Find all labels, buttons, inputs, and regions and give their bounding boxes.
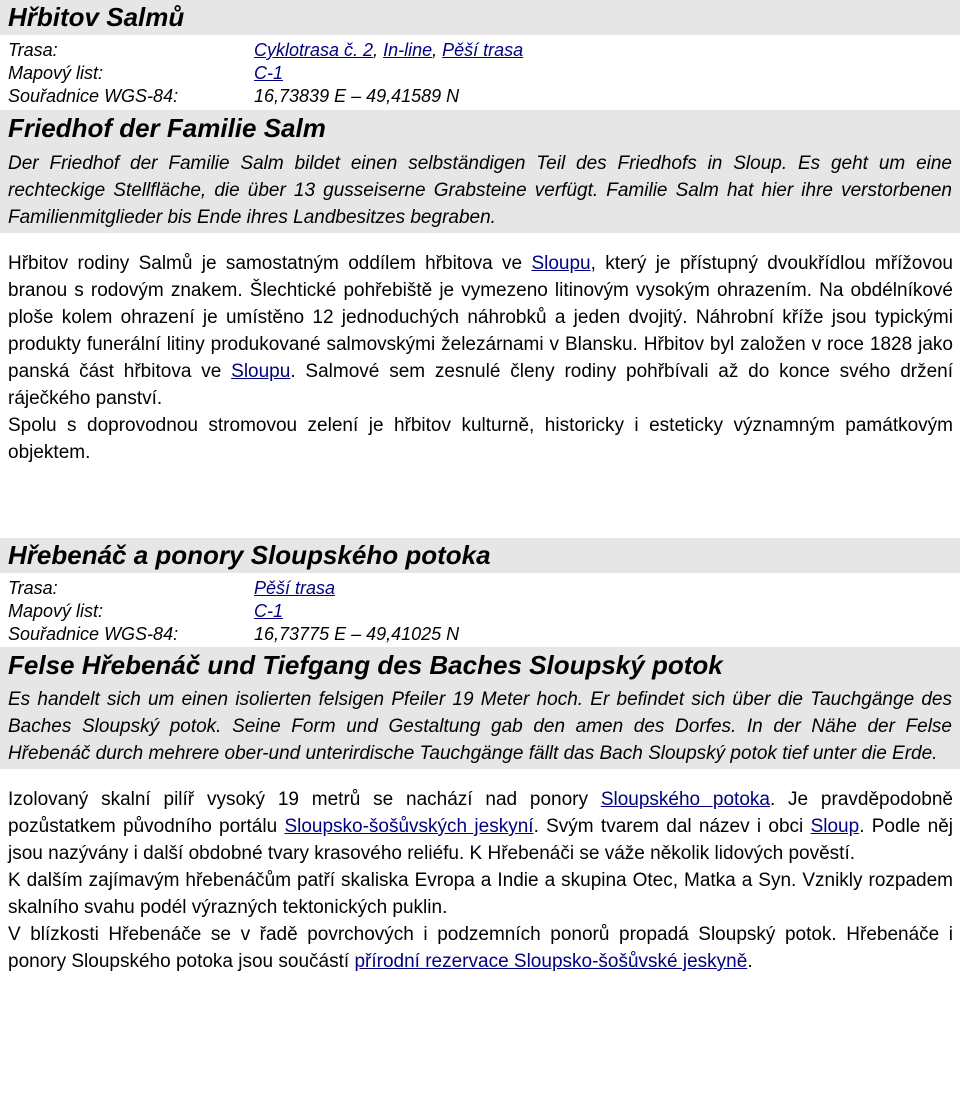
text-run: . Je pravděpodobně pozůstatkem původního portálu	[8, 789, 954, 837]
text-run: . Svým tvarem dal název i obci	[533, 816, 811, 837]
route-link-pesi[interactable]: Pěší trasa	[442, 40, 524, 60]
german-block	[0, 110, 960, 233]
section-hrebenac	[0, 538, 960, 975]
german-text: Es handelt sich um einen isolierten felsigen Pfeiler 19 Meter hoch. Er befindet sich über die Tauchgänge des Baches Sloupský potok. Seine Form und Gestaltung gab den amen des Dorfes. In der Nähe der Felse Hřebenáč durch mehrere ober-und unterirdische Tauchgänge fällt das Bach Sloupský potok tief unter die Erde.	[8, 689, 952, 764]
coords-label: Souřadnice WGS-84:	[8, 624, 179, 644]
meta-block	[0, 39, 960, 108]
route-link-inline[interactable]: In-line	[383, 40, 433, 60]
text-run: Hřbitov rodiny Salmů je samostatným oddílem hřbitova ve	[8, 253, 532, 274]
sloup-link[interactable]: Sloupu	[531, 253, 591, 274]
section-title: Hřbitov Salmů	[0, 0, 960, 35]
text-run: . Salmové sem zesnulé členy rodiny pohřbívali až do konce svého držení ráječkého panství.	[8, 361, 954, 409]
route-link-pesi[interactable]: Pěší trasa	[254, 578, 336, 598]
czech-paragraph	[0, 786, 960, 867]
text-run: .	[747, 951, 753, 972]
czech-paragraph: Spolu s doprovodnou stromovou zelení je hřbitov kulturně, historicky i esteticky významným památkovým objektem.	[8, 415, 953, 463]
route-sep: ,	[432, 40, 443, 60]
czech-block	[0, 250, 960, 466]
section-title: Hřebenáč a ponory Sloupského potoka	[0, 538, 960, 573]
sloupsky-potok-link[interactable]: Sloupského potoka	[600, 789, 770, 810]
route-links	[254, 39, 523, 62]
text-run: Izolovaný skalní pilíř vysoký 19 metrů se nachází nad ponory	[8, 789, 601, 810]
map-link[interactable]: C-1	[254, 63, 284, 83]
german-block	[0, 647, 960, 769]
text-run: , který je přístupný dvoukřídlou mřížovou branou s rodovým znakem. Šlechtické pohřebiště je vymezeno litinovým vysokým ohrazením. Na obdélníkové ploše kolem ohrazení je umístěno 12 jednoduchých náhrobků a jeden dvojitý. Náhrobní kříže jsou typickými produkty funerální litiny produkované salmovskými železárnami v Blansku. Hřbitov byl založen v roce 1828 jako panská část hřbitova ve	[8, 253, 953, 382]
czech-paragraph: K dalším zajímavým hřebenáčům patří skaliska Evropa a Indie a skupina Otec, Matka a Syn. Vznikly rozpadem skalního svahu podél výrazných tektonických puklin.	[8, 870, 953, 918]
meta-block	[0, 577, 960, 646]
text-run: V blízkosti Hřebenáče se v řadě povrchových i podzemních ponorů propadá Sloupský potok. Hřebenáče i ponory Sloupského potoka jsou součástí	[8, 924, 953, 972]
czech-paragraph	[0, 921, 960, 975]
coords-value: 16,73839 E – 49,41589 N	[254, 86, 460, 106]
german-text: Der Friedhof der Familie Salm bildet einen selbständigen Teil des Friedhofs in Sloup. Es geht um eine rechteckige Stellfläche, die über 13 gusseiserne Grabsteine verfügt. Familie Salm hat hier ihre verstorbenen Familienmitglieder bis Ende ihres Landbesitzes begraben.	[8, 153, 952, 228]
route-link-cyklotrasa[interactable]: Cyklotrasa č. 2	[254, 40, 374, 60]
czech-paragraph	[0, 250, 960, 412]
route-label: Trasa:	[8, 578, 58, 598]
route-sep: ,	[373, 40, 384, 60]
sloup-link[interactable]: Sloupu	[231, 361, 291, 382]
coords-label: Souřadnice WGS-84:	[8, 86, 179, 106]
map-label: Mapový list:	[8, 63, 104, 83]
jeskyne-link[interactable]: Sloupsko-šošůvských jeskyní	[284, 816, 534, 837]
german-title: Friedhof der Familie Salm	[8, 113, 326, 143]
rezervace-link[interactable]: přírodní rezervace Sloupsko-šošůvské jeskyně	[354, 951, 748, 972]
czech-block	[0, 786, 960, 975]
text-run: . Podle něj jsou nazývány i další obdobné tvary krasového reliéfu. K Hřebenáči se váže několik lidových pověstí.	[8, 816, 953, 864]
section-hrbitov-salmu	[0, 0, 960, 466]
german-title: Felse Hřebenáč und Tiefgang des Baches Sloupský potok	[8, 650, 723, 680]
sloup-link[interactable]: Sloup	[810, 816, 860, 837]
map-label: Mapový list:	[8, 601, 104, 621]
coords-value: 16,73775 E – 49,41025 N	[254, 624, 460, 644]
map-link[interactable]: C-1	[254, 601, 284, 621]
route-label: Trasa:	[8, 40, 58, 60]
